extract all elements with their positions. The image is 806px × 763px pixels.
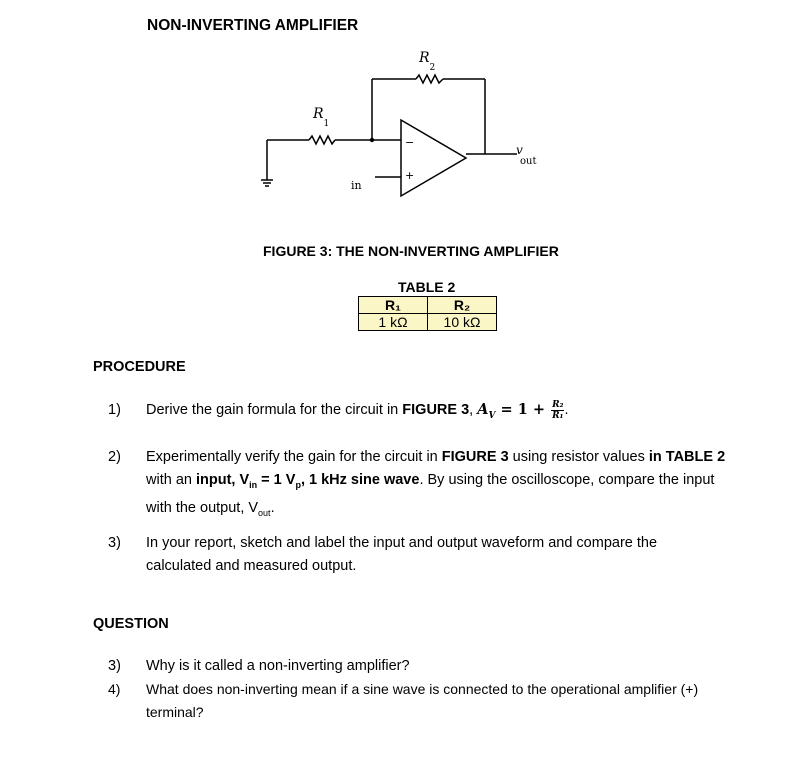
question-heading: QUESTION (93, 616, 169, 632)
question-4: 4) What does non-inverting mean if a sine wave is connected to the operational amplifier (+) terminal? (108, 678, 768, 724)
vout-label: v out (516, 143, 537, 167)
question-3: 3) Why is it called a non-inverting amplifier? (108, 655, 410, 678)
procedure-heading: PROCEDURE (93, 359, 186, 375)
resistor-table (358, 296, 497, 331)
plus-terminal-label: + (405, 169, 415, 182)
r2-label: $R_2$ (419, 50, 436, 73)
procedure-step-2: 2) Experimentally verify the gain for the circuit in FIGURE 3 using resistor values in TABLE 2 with an input, $V_{in} = 1$ $V_p$, 1 kHz sine wave. By using the oscilloscope, compare the input with the output, $V_{out}$. (108, 446, 763, 525)
minus-terminal-label: − (405, 136, 415, 149)
junction-node (370, 138, 374, 142)
step-number: 2) (108, 449, 121, 465)
r1-label: $R_1$ (313, 106, 330, 129)
table-header-r1: R₁ (359, 297, 428, 314)
gain-symbol: A (477, 401, 489, 418)
procedure-step-1: 1) Derive the gain formula for the circuit in FIGURE 3, $A_V = 1$ + $\frac{\text{R₂}}{\text{R₁}}$ . (108, 399, 569, 421)
r2-resistor (416, 75, 443, 83)
gain-fraction: $\frac{\text{R₂}}{\text{R₁}}$ (552, 399, 564, 421)
non-inverting-amplifier-circuit (255, 42, 555, 202)
figure-caption: FIGURE 3: THE NON-INVERTING AMPLIFIER (263, 243, 559, 259)
in-label: in (351, 179, 362, 192)
step-number: 3) (108, 535, 121, 551)
table-value-r2: 10 kΩ (428, 314, 497, 331)
table-header-r2: R₂ (428, 297, 497, 314)
question-number: 4) (108, 681, 121, 697)
question-number: 3) (108, 658, 121, 674)
step-number: 1) (108, 402, 121, 418)
table-title: TABLE 2 (398, 279, 456, 295)
procedure-step-3: 3) In your report, sketch and label the input and output waveform and compare the calculated and measured output. (108, 532, 763, 578)
table-header-row (359, 297, 497, 314)
op-amp (401, 120, 466, 196)
page-title: NON-INVERTING AMPLIFIER (147, 17, 359, 34)
table-value-r1: 1 kΩ (359, 314, 428, 331)
table-value-row (359, 314, 497, 331)
r1-resistor (309, 136, 335, 144)
